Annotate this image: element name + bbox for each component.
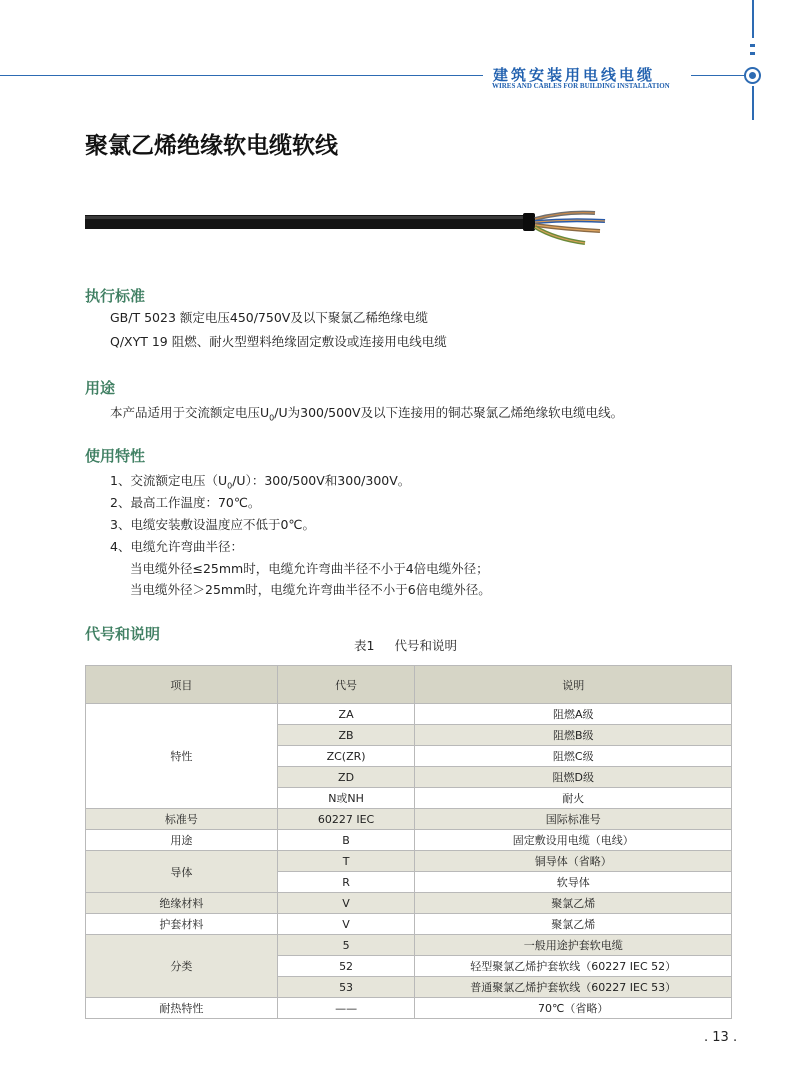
table-desc-cell: 一般用途护套软电缆 (415, 935, 732, 956)
standard-item: GB/T 5023 额定电压450/750V及以下聚氯乙稀绝缘电缆 (110, 310, 428, 325)
table-desc-cell: 固定敷设用电缆（电线） (415, 830, 732, 851)
table-group-cell: 用途 (86, 830, 278, 851)
header-vertical-rule (752, 0, 754, 38)
table-code-cell: ZB (277, 725, 415, 746)
standard-item: Q/XYT 19 阻燃、耐火型塑料绝缘固定敷设或连接用电线电缆 (110, 334, 447, 349)
characteristic-item: 3、电缆安装敷设温度应不低于0℃。 (110, 517, 315, 532)
section-heading-codes: 代号和说明 (85, 625, 161, 643)
characteristic-item: 1、交流额定电压$(U_0/U)$：300/500V和300/300V。 (110, 473, 411, 491)
table-group-cell: 标准号 (86, 809, 278, 830)
table-code-cell: B (277, 830, 415, 851)
table-desc-cell: 耐火 (415, 788, 732, 809)
table-group-cell: 分类 (86, 935, 278, 998)
table-group-cell: 耐热特性 (86, 998, 278, 1019)
table-code-cell: 53 (277, 977, 415, 998)
table-code-cell: V (277, 893, 415, 914)
table-code-cell: 5 (277, 935, 415, 956)
page-number: . 13 . (704, 1030, 738, 1045)
table-desc-cell: 70℃（省略） (415, 998, 732, 1019)
table-code-cell: T (277, 851, 415, 872)
characteristic-subitem: 当电缆外径≤25mm时，电缆允许弯曲半径不小于4倍电缆外径； (130, 561, 489, 576)
characteristic-item: 2、最高工作温度：70℃。 (110, 495, 261, 510)
table-desc-cell: 普通聚氯乙烯护套软线（60227 IEC 53） (415, 977, 732, 998)
section-heading-standards: 执行标准 (85, 287, 146, 305)
cable-image (85, 205, 625, 255)
table-header-cell: 代号 (277, 666, 415, 704)
section-heading-characteristics: 使用特性 (85, 447, 146, 465)
table-desc-cell: 阻燃D级 (415, 767, 732, 788)
table-desc-cell: 聚氯乙烯 (415, 914, 732, 935)
table-row (86, 851, 732, 872)
table-desc-cell: 软导体 (415, 872, 732, 893)
table-group-cell: 导体 (86, 851, 278, 893)
table-code-cell: ZC(ZR) (277, 746, 415, 767)
table-group-cell: 绝缘材料 (86, 893, 278, 914)
table-row (86, 998, 732, 1019)
table-code-cell: R (277, 872, 415, 893)
header-title-en: WIRES AND CABLES FOR BUILDING INSTALLATION (492, 82, 670, 90)
usage-text: 本产品适用于交流额定电压$U_0/U$为300/500V及以下连接用的铜芯聚氯乙烯绝缘软电缆电线。 (110, 405, 624, 423)
characteristic-subitem: 当电缆外径＞25mm时，电缆允许弯曲半径不小于6倍电缆外径。 (130, 582, 491, 597)
table-code-cell: N或NH (277, 788, 415, 809)
table-code-cell: ZD (277, 767, 415, 788)
table-desc-cell: 国际标准号 (415, 809, 732, 830)
table-code-cell: 52 (277, 956, 415, 977)
page-title: 聚氯乙烯绝缘软电缆软线 (85, 133, 338, 159)
table-desc-cell: 聚氯乙烯 (415, 893, 732, 914)
table-row (86, 893, 732, 914)
header-target-dot (749, 72, 756, 79)
table-header-cell: 项目 (86, 666, 278, 704)
header-dash (750, 52, 755, 55)
table-row (86, 935, 732, 956)
table-code-cell: V (277, 914, 415, 935)
section-heading-usage: 用途 (85, 379, 116, 397)
header-vertical-rule (752, 86, 754, 120)
table-desc-cell: 轻型聚氯乙烯护套软线（60227 IEC 52） (415, 956, 732, 977)
table-row (86, 809, 732, 830)
header-dash (750, 44, 755, 47)
table-group-cell: 护套材料 (86, 914, 278, 935)
table-header-row (86, 666, 732, 704)
characteristic-item: 4、电缆允许弯曲半径： (110, 539, 243, 554)
header-title-cn: 建筑安装用电线电缆 (493, 66, 656, 84)
cable-sheath-end (523, 213, 535, 231)
table-desc-cell: 铜导体（省略） (415, 851, 732, 872)
table-desc-cell: 阻燃A级 (415, 704, 732, 725)
table-row (86, 914, 732, 935)
table-header-cell: 说明 (415, 666, 732, 704)
table-desc-cell: 阻燃C级 (415, 746, 732, 767)
table-code-cell: ZA (277, 704, 415, 725)
table-code-cell: 60227 IEC (277, 809, 415, 830)
table-row (86, 830, 732, 851)
code-table (85, 665, 732, 1019)
table-desc-cell: 阻燃B级 (415, 725, 732, 746)
table-group-cell: 特性 (86, 704, 278, 809)
table-code-cell: —— (277, 998, 415, 1019)
cable-sheath-highlight (85, 216, 525, 219)
table-caption: 表1 代号和说明 (354, 638, 457, 653)
table-row (86, 704, 732, 725)
